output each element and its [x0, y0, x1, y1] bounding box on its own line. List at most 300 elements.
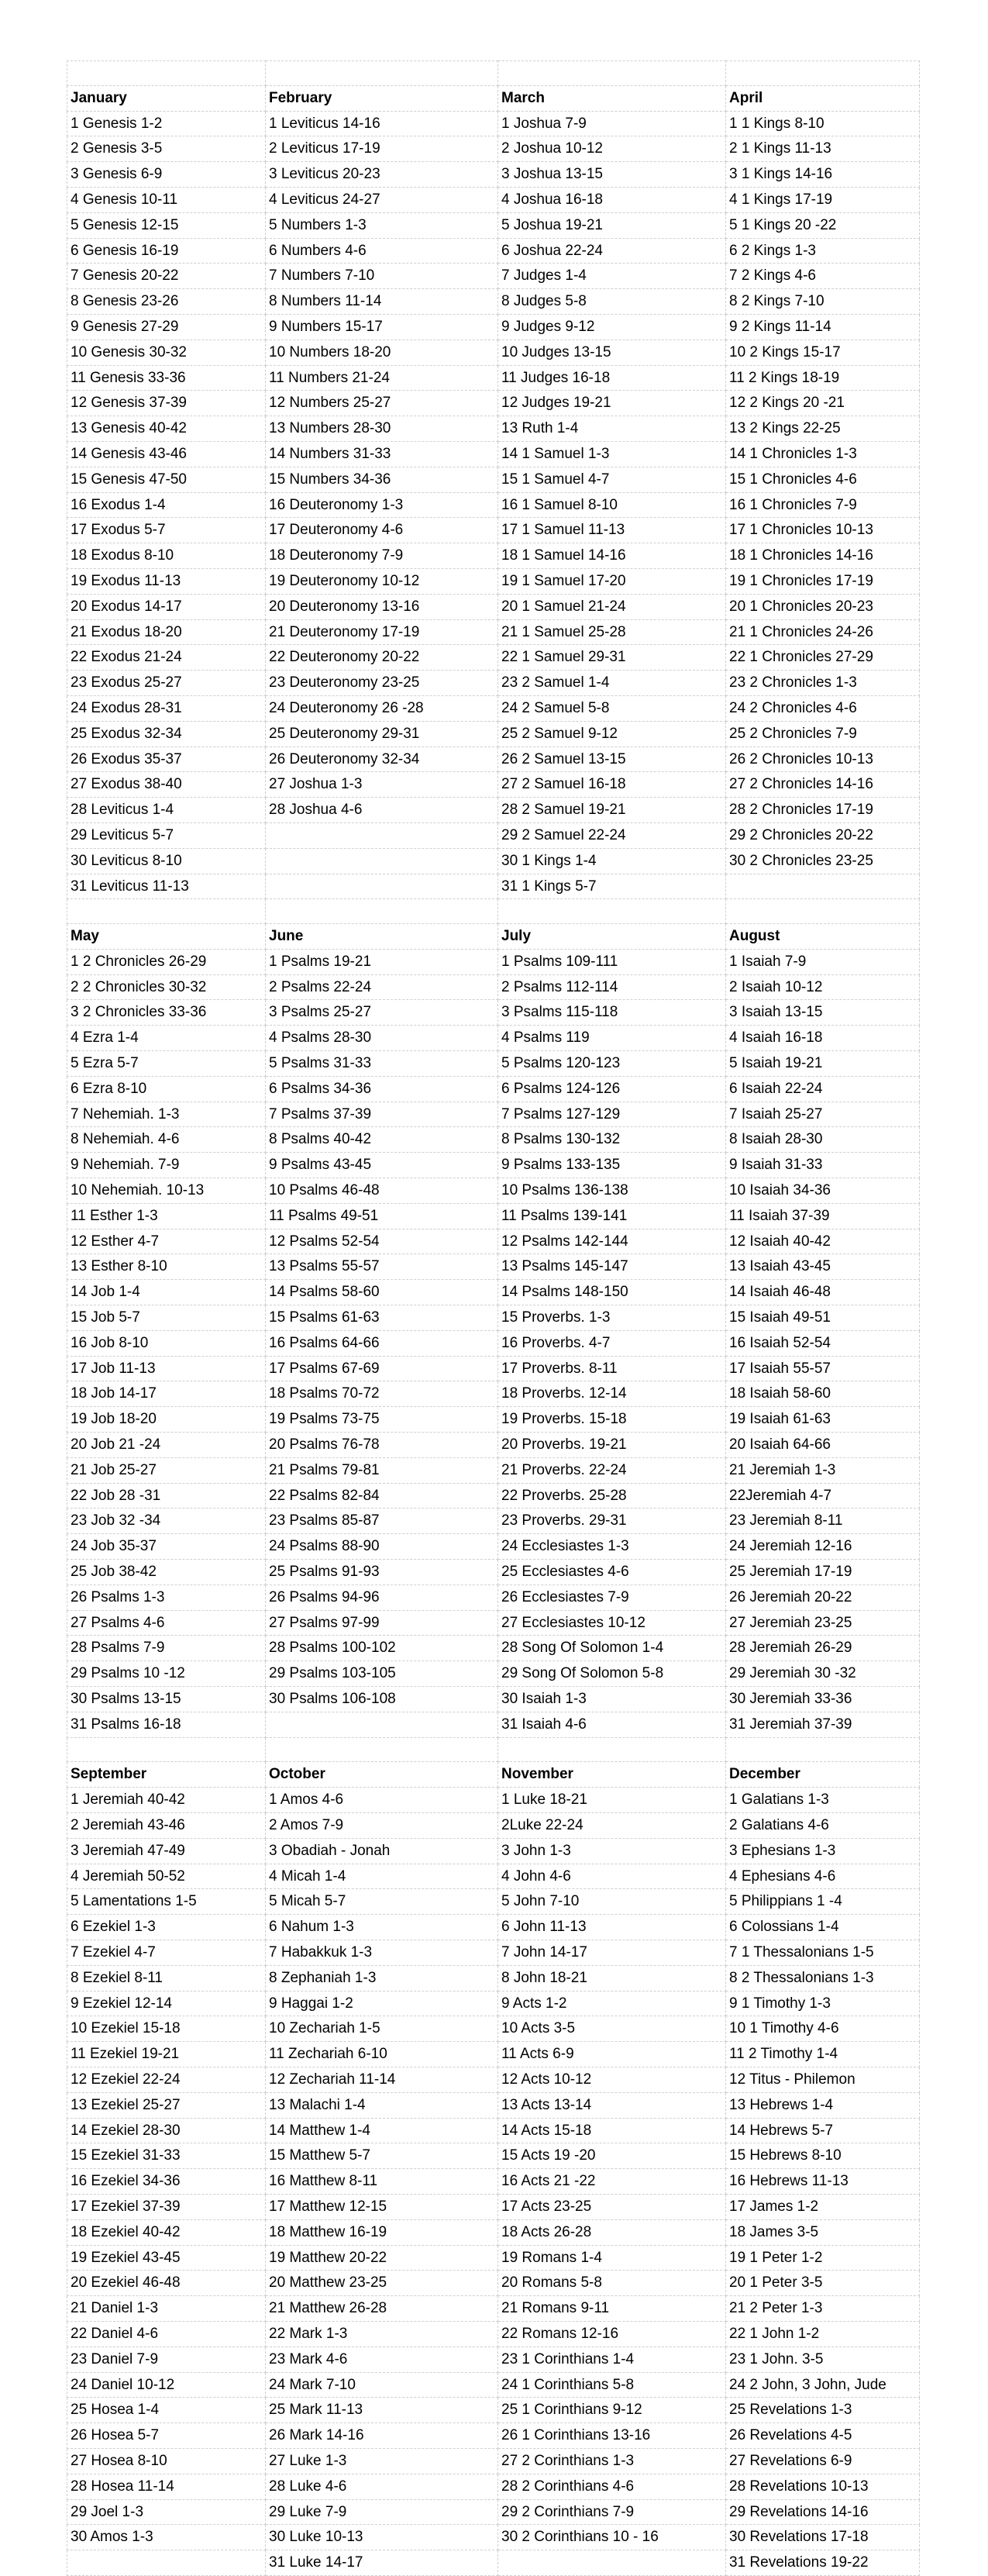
- reading-cell-july: 3 Psalms 115-118: [498, 1000, 726, 1026]
- month-header-september: September: [67, 1762, 266, 1788]
- reading-cell-august: 24 Jeremiah 12-16: [726, 1534, 920, 1560]
- reading-cell-april: 19 1 Chronicles 17-19: [726, 568, 920, 594]
- reading-cell-december: 3 Ephesians 1-3: [726, 1838, 920, 1864]
- reading-cell-february: 10 Numbers 18-20: [266, 340, 498, 365]
- reading-cell-september: 20 Ezekiel 46-48: [67, 2271, 266, 2296]
- reading-cell-may: 28 Psalms 7-9: [67, 1636, 266, 1661]
- reading-cell-july: 18 Proverbs. 12-14: [498, 1381, 726, 1407]
- table-row: [67, 1940, 920, 1965]
- reading-cell-december: 1 Galatians 1-3: [726, 1788, 920, 1813]
- reading-cell-december: 8 2 Thessalonians 1-3: [726, 1965, 920, 1991]
- reading-cell-may: 15 Job 5-7: [67, 1305, 266, 1331]
- reading-cell-november: 13 Acts 13-14: [498, 2092, 726, 2118]
- reading-cell-march: 25 2 Samuel 9-12: [498, 721, 726, 747]
- table-row: [67, 949, 920, 974]
- reading-cell-october: 24 Mark 7-10: [266, 2372, 498, 2398]
- reading-cell-october: 18 Matthew 16-19: [266, 2219, 498, 2245]
- reading-cell-july: 21 Proverbs. 22-24: [498, 1457, 726, 1483]
- reading-cell-november: 14 Acts 15-18: [498, 2118, 726, 2143]
- reading-cell-march: 6 Joshua 22-24: [498, 238, 726, 264]
- table-row: [67, 1330, 920, 1356]
- table-row: [67, 2067, 920, 2092]
- reading-cell-june: 16 Psalms 64-66: [266, 1330, 498, 1356]
- reading-cell-july: 24 Ecclesiastes 1-3: [498, 1534, 726, 1560]
- reading-cell-december: 9 1 Timothy 1-3: [726, 1991, 920, 2016]
- empty-cell: [67, 899, 266, 924]
- reading-cell-april: 17 1 Chronicles 10-13: [726, 518, 920, 543]
- reading-cell-march: 3 Joshua 13-15: [498, 162, 726, 188]
- reading-cell-june: 2 Psalms 22-24: [266, 974, 498, 1000]
- reading-cell-may: 17 Job 11-13: [67, 1356, 266, 1381]
- reading-cell-april: 24 2 Chronicles 4-6: [726, 695, 920, 721]
- reading-cell-july: 10 Psalms 136-138: [498, 1178, 726, 1204]
- reading-cell-june: 19 Psalms 73-75: [266, 1407, 498, 1433]
- reading-cell-july: 28 Song Of Solomon 1-4: [498, 1636, 726, 1661]
- reading-cell-january: 14 Genesis 43-46: [67, 441, 266, 467]
- table-row: [67, 1915, 920, 1940]
- reading-cell-april: 15 1 Chronicles 4-6: [726, 467, 920, 492]
- reading-cell-may: 7 Nehemiah. 1-3: [67, 1102, 266, 1127]
- table-row: [67, 619, 920, 645]
- table-row: [67, 543, 920, 569]
- reading-cell-july: 8 Psalms 130-132: [498, 1127, 726, 1153]
- reading-cell-september: 11 Ezekiel 19-21: [67, 2042, 266, 2067]
- reading-cell-may: 29 Psalms 10 -12: [67, 1661, 266, 1687]
- table-row: [67, 416, 920, 442]
- reading-cell-march: 22 1 Samuel 29-31: [498, 645, 726, 671]
- reading-cell-november: 23 1 Corinthians 1-4: [498, 2347, 726, 2372]
- empty-cell: [266, 848, 498, 874]
- reading-cell-may: 3 2 Chronicles 33-36: [67, 1000, 266, 1026]
- reading-cell-november: 4 John 4-6: [498, 1864, 726, 1889]
- table-row: [67, 264, 920, 289]
- reading-cell-august: 2 Isaiah 10-12: [726, 974, 920, 1000]
- empty-cell: [726, 899, 920, 924]
- month-header-april: April: [726, 85, 920, 111]
- reading-cell-january: 12 Genesis 37-39: [67, 391, 266, 416]
- reading-cell-december: 29 Revelations 14-16: [726, 2499, 920, 2525]
- table-row: [67, 1153, 920, 1178]
- reading-cell-july: 29 Song Of Solomon 5-8: [498, 1661, 726, 1687]
- reading-cell-november: 17 Acts 23-25: [498, 2194, 726, 2219]
- reading-cell-april: 21 1 Chronicles 24-26: [726, 619, 920, 645]
- table-row: [67, 798, 920, 823]
- reading-cell-november: 16 Acts 21 -22: [498, 2169, 726, 2195]
- reading-cell-march: 15 1 Samuel 4-7: [498, 467, 726, 492]
- reading-cell-june: 17 Psalms 67-69: [266, 1356, 498, 1381]
- reading-cell-august: 21 Jeremiah 1-3: [726, 1457, 920, 1483]
- reading-cell-october: 6 Nahum 1-3: [266, 1915, 498, 1940]
- reading-cell-november: 7 John 14-17: [498, 1940, 726, 1965]
- month-header-may: May: [67, 924, 266, 950]
- empty-cell: [726, 61, 920, 86]
- reading-cell-april: 6 2 Kings 1-3: [726, 238, 920, 264]
- table-row: [67, 2525, 920, 2550]
- reading-cell-january: 20 Exodus 14-17: [67, 594, 266, 619]
- reading-cell-february: 14 Numbers 31-33: [266, 441, 498, 467]
- reading-cell-april: 18 1 Chronicles 14-16: [726, 543, 920, 569]
- reading-cell-february: 7 Numbers 7-10: [266, 264, 498, 289]
- table-row: [67, 111, 920, 136]
- reading-cell-march: 17 1 Samuel 11-13: [498, 518, 726, 543]
- empty-cell: [266, 1737, 498, 1762]
- reading-cell-october: 25 Mark 11-13: [266, 2398, 498, 2423]
- reading-cell-march: 24 2 Samuel 5-8: [498, 695, 726, 721]
- reading-cell-november: 30 2 Corinthians 10 - 16: [498, 2525, 726, 2550]
- table-row: [67, 2042, 920, 2067]
- reading-cell-september: 1 Jeremiah 40-42: [67, 1788, 266, 1813]
- reading-cell-april: 20 1 Chronicles 20-23: [726, 594, 920, 619]
- reading-cell-march: 28 2 Samuel 19-21: [498, 798, 726, 823]
- reading-cell-november: 21 Romans 9-11: [498, 2296, 726, 2322]
- reading-cell-april: 13 2 Kings 22-25: [726, 416, 920, 442]
- table-row: [67, 1687, 920, 1712]
- reading-cell-july: 1 Psalms 109-111: [498, 949, 726, 974]
- reading-cell-february: 1 Leviticus 14-16: [266, 111, 498, 136]
- reading-cell-june: 27 Psalms 97-99: [266, 1610, 498, 1636]
- reading-cell-may: 16 Job 8-10: [67, 1330, 266, 1356]
- reading-cell-may: 6 Ezra 8-10: [67, 1076, 266, 1102]
- reading-cell-june: 20 Psalms 76-78: [266, 1433, 498, 1458]
- table-row: [67, 2398, 920, 2423]
- reading-cell-april: 7 2 Kings 4-6: [726, 264, 920, 289]
- reading-cell-december: 25 Revelations 1-3: [726, 2398, 920, 2423]
- table-row: [67, 2245, 920, 2271]
- reading-cell-february: 21 Deuteronomy 17-19: [266, 619, 498, 645]
- empty-cell: [498, 61, 726, 86]
- reading-cell-june: 23 Psalms 85-87: [266, 1509, 498, 1534]
- table-row: [67, 1636, 920, 1661]
- reading-cell-may: 20 Job 21 -24: [67, 1433, 266, 1458]
- reading-cell-january: 6 Genesis 16-19: [67, 238, 266, 264]
- spacer-row: [67, 899, 920, 924]
- reading-cell-august: 3 Isaiah 13-15: [726, 1000, 920, 1026]
- reading-cell-june: 22 Psalms 82-84: [266, 1483, 498, 1509]
- reading-cell-september: 3 Jeremiah 47-49: [67, 1838, 266, 1864]
- reading-cell-march: 16 1 Samuel 8-10: [498, 492, 726, 518]
- reading-cell-november: 26 1 Corinthians 13-16: [498, 2423, 726, 2449]
- table-row: [67, 1483, 920, 1509]
- reading-cell-march: 9 Judges 9-12: [498, 314, 726, 340]
- table-row: [67, 212, 920, 238]
- reading-cell-september: 2 Jeremiah 43-46: [67, 1812, 266, 1838]
- table-row: [67, 1534, 920, 1560]
- reading-cell-september: 7 Ezekiel 4-7: [67, 1940, 266, 1965]
- reading-cell-october: 31 Luke 14-17: [266, 2550, 498, 2576]
- table-row: [67, 1812, 920, 1838]
- table-row: [67, 492, 920, 518]
- reading-cell-january: 7 Genesis 20-22: [67, 264, 266, 289]
- table-row: [67, 568, 920, 594]
- reading-cell-september: 14 Ezekiel 28-30: [67, 2118, 266, 2143]
- reading-cell-november: 29 2 Corinthians 7-9: [498, 2499, 726, 2525]
- reading-cell-september: 26 Hosea 5-7: [67, 2423, 266, 2449]
- month-header-october: October: [266, 1762, 498, 1788]
- reading-cell-december: 28 Revelations 10-13: [726, 2474, 920, 2499]
- empty-cell: [498, 2550, 726, 2576]
- table-row: [67, 2143, 920, 2169]
- reading-cell-february: 2 Leviticus 17-19: [266, 136, 498, 162]
- reading-cell-december: 5 Philippians 1 -4: [726, 1889, 920, 1915]
- reading-cell-march: 23 2 Samuel 1-4: [498, 671, 726, 696]
- reading-cell-january: 16 Exodus 1-4: [67, 492, 266, 518]
- reading-cell-october: 23 Mark 4-6: [266, 2347, 498, 2372]
- reading-cell-october: 1 Amos 4-6: [266, 1788, 498, 1813]
- table-row: [67, 391, 920, 416]
- table-row: [67, 848, 920, 874]
- reading-cell-june: 1 Psalms 19-21: [266, 949, 498, 974]
- reading-cell-november: 3 John 1-3: [498, 1838, 726, 1864]
- reading-cell-july: 7 Psalms 127-129: [498, 1102, 726, 1127]
- reading-cell-january: 9 Genesis 27-29: [67, 314, 266, 340]
- table-row: [67, 289, 920, 315]
- reading-cell-january: 31 Leviticus 11-13: [67, 874, 266, 899]
- reading-cell-may: 25 Job 38-42: [67, 1560, 266, 1585]
- reading-cell-december: 14 Hebrews 5-7: [726, 2118, 920, 2143]
- table-row: [67, 187, 920, 212]
- table-row: [67, 1560, 920, 1585]
- reading-cell-august: 28 Jeremiah 26-29: [726, 1636, 920, 1661]
- reading-cell-march: 2 Joshua 10-12: [498, 136, 726, 162]
- reading-cell-september: 6 Ezekiel 1-3: [67, 1915, 266, 1940]
- table-row: [67, 1965, 920, 1991]
- reading-cell-january: 29 Leviticus 5-7: [67, 822, 266, 848]
- reading-cell-december: 18 James 3-5: [726, 2219, 920, 2245]
- table-row: [67, 518, 920, 543]
- reading-cell-march: 13 Ruth 1-4: [498, 416, 726, 442]
- table-row: [67, 1051, 920, 1077]
- reading-cell-april: 5 1 Kings 20 -22: [726, 212, 920, 238]
- reading-cell-may: 11 Esther 1-3: [67, 1203, 266, 1229]
- reading-cell-august: 6 Isaiah 22-24: [726, 1076, 920, 1102]
- empty-cell: [498, 899, 726, 924]
- reading-cell-august: 31 Jeremiah 37-39: [726, 1712, 920, 1737]
- reading-cell-january: 26 Exodus 35-37: [67, 747, 266, 772]
- table-row: [67, 162, 920, 188]
- reading-cell-june: 29 Psalms 103-105: [266, 1661, 498, 1687]
- reading-cell-january: 19 Exodus 11-13: [67, 568, 266, 594]
- reading-cell-january: 23 Exodus 25-27: [67, 671, 266, 696]
- table-row: [67, 2372, 920, 2398]
- table-row: [67, 594, 920, 619]
- table-row: [67, 1610, 920, 1636]
- month-header-june: June: [266, 924, 498, 950]
- reading-cell-may: 13 Esther 8-10: [67, 1254, 266, 1280]
- table-row: [67, 2092, 920, 2118]
- reading-cell-september: 25 Hosea 1-4: [67, 2398, 266, 2423]
- reading-cell-september: 13 Ezekiel 25-27: [67, 2092, 266, 2118]
- reading-cell-april: 11 2 Kings 18-19: [726, 365, 920, 391]
- reading-cell-january: 17 Exodus 5-7: [67, 518, 266, 543]
- reading-cell-november: 10 Acts 3-5: [498, 2016, 726, 2042]
- reading-cell-november: 1 Luke 18-21: [498, 1788, 726, 1813]
- reading-cell-april: 23 2 Chronicles 1-3: [726, 671, 920, 696]
- reading-cell-february: 3 Leviticus 20-23: [266, 162, 498, 188]
- reading-cell-january: 13 Genesis 40-42: [67, 416, 266, 442]
- reading-cell-february: 13 Numbers 28-30: [266, 416, 498, 442]
- reading-cell-july: 9 Psalms 133-135: [498, 1153, 726, 1178]
- reading-cell-october: 19 Matthew 20-22: [266, 2245, 498, 2271]
- reading-cell-june: 18 Psalms 70-72: [266, 1381, 498, 1407]
- reading-cell-august: 15 Isaiah 49-51: [726, 1305, 920, 1331]
- reading-cell-december: 19 1 Peter 1-2: [726, 2245, 920, 2271]
- empty-cell: [726, 874, 920, 899]
- table-row: [67, 1026, 920, 1051]
- reading-cell-october: 11 Zechariah 6-10: [266, 2042, 498, 2067]
- reading-cell-april: 3 1 Kings 14-16: [726, 162, 920, 188]
- reading-cell-june: 10 Psalms 46-48: [266, 1178, 498, 1204]
- reading-cell-december: 24 2 John, 3 John, Jude: [726, 2372, 920, 2398]
- month-header-december: December: [726, 1762, 920, 1788]
- reading-cell-april: 28 2 Chronicles 17-19: [726, 798, 920, 823]
- reading-cell-september: 19 Ezekiel 43-45: [67, 2245, 266, 2271]
- reading-cell-september: 15 Ezekiel 31-33: [67, 2143, 266, 2169]
- reading-cell-september: 12 Ezekiel 22-24: [67, 2067, 266, 2092]
- reading-cell-august: 20 Isaiah 64-66: [726, 1433, 920, 1458]
- reading-cell-march: 8 Judges 5-8: [498, 289, 726, 315]
- reading-cell-november: 25 1 Corinthians 9-12: [498, 2398, 726, 2423]
- table-row: [67, 1585, 920, 1610]
- reading-cell-march: 29 2 Samuel 22-24: [498, 822, 726, 848]
- table-row: [67, 2474, 920, 2499]
- reading-cell-november: 19 Romans 1-4: [498, 2245, 726, 2271]
- reading-cell-october: 28 Luke 4-6: [266, 2474, 498, 2499]
- reading-cell-april: 1 1 Kings 8-10: [726, 111, 920, 136]
- reading-cell-august: 18 Isaiah 58-60: [726, 1381, 920, 1407]
- reading-cell-october: 22 Mark 1-3: [266, 2321, 498, 2347]
- reading-cell-february: 19 Deuteronomy 10-12: [266, 568, 498, 594]
- reading-plan-body: [67, 61, 920, 2576]
- table-row: [67, 1254, 920, 1280]
- reading-cell-april: 10 2 Kings 15-17: [726, 340, 920, 365]
- reading-cell-december: 26 Revelations 4-5: [726, 2423, 920, 2449]
- reading-cell-june: 6 Psalms 34-36: [266, 1076, 498, 1102]
- table-row: [67, 1991, 920, 2016]
- reading-cell-may: 30 Psalms 13-15: [67, 1687, 266, 1712]
- table-row: [67, 314, 920, 340]
- reading-plan-sheet: [67, 60, 919, 2576]
- reading-cell-october: 21 Matthew 26-28: [266, 2296, 498, 2322]
- table-row: [67, 238, 920, 264]
- reading-cell-may: 8 Nehemiah. 4-6: [67, 1127, 266, 1153]
- reading-cell-january: 5 Genesis 12-15: [67, 212, 266, 238]
- reading-cell-september: 9 Ezekiel 12-14: [67, 1991, 266, 2016]
- table-row: [67, 721, 920, 747]
- table-row: [67, 1889, 920, 1915]
- table-row: [67, 1229, 920, 1254]
- reading-cell-march: 18 1 Samuel 14-16: [498, 543, 726, 569]
- reading-cell-august: 11 Isaiah 37-39: [726, 1203, 920, 1229]
- reading-cell-october: 15 Matthew 5-7: [266, 2143, 498, 2169]
- reading-cell-february: 18 Deuteronomy 7-9: [266, 543, 498, 569]
- reading-cell-january: 2 Genesis 3-5: [67, 136, 266, 162]
- reading-cell-december: 10 1 Timothy 4-6: [726, 2016, 920, 2042]
- reading-cell-may: 4 Ezra 1-4: [67, 1026, 266, 1051]
- table-row: [67, 822, 920, 848]
- reading-cell-december: 6 Colossians 1-4: [726, 1915, 920, 1940]
- table-row: [67, 1000, 920, 1026]
- reading-cell-december: 2 Galatians 4-6: [726, 1812, 920, 1838]
- reading-cell-may: 12 Esther 4-7: [67, 1229, 266, 1254]
- reading-cell-may: 22 Job 28 -31: [67, 1483, 266, 1509]
- reading-cell-december: 13 Hebrews 1-4: [726, 2092, 920, 2118]
- reading-cell-november: 15 Acts 19 -20: [498, 2143, 726, 2169]
- reading-cell-july: 5 Psalms 120-123: [498, 1051, 726, 1077]
- reading-cell-august: 17 Isaiah 55-57: [726, 1356, 920, 1381]
- table-row: [67, 1457, 920, 1483]
- reading-cell-january: 10 Genesis 30-32: [67, 340, 266, 365]
- reading-cell-july: 4 Psalms 119: [498, 1026, 726, 1051]
- month-header-january: January: [67, 85, 266, 111]
- table-row: [67, 1407, 920, 1433]
- reading-cell-october: 2 Amos 7-9: [266, 1812, 498, 1838]
- reading-cell-october: 27 Luke 1-3: [266, 2448, 498, 2474]
- reading-cell-june: 13 Psalms 55-57: [266, 1254, 498, 1280]
- reading-cell-december: 21 2 Peter 1-3: [726, 2296, 920, 2322]
- reading-cell-june: 5 Psalms 31-33: [266, 1051, 498, 1077]
- reading-cell-april: 2 1 Kings 11-13: [726, 136, 920, 162]
- table-row: [67, 2194, 920, 2219]
- table-row: [67, 671, 920, 696]
- reading-cell-february: 5 Numbers 1-3: [266, 212, 498, 238]
- reading-cell-september: 5 Lamentations 1-5: [67, 1889, 266, 1915]
- table-row: [67, 1178, 920, 1204]
- reading-cell-september: 22 Daniel 4-6: [67, 2321, 266, 2347]
- table-row: [67, 2271, 920, 2296]
- table-row: [67, 2448, 920, 2474]
- table-row: [67, 2321, 920, 2347]
- reading-cell-january: 11 Genesis 33-36: [67, 365, 266, 391]
- reading-cell-july: 27 Ecclesiastes 10-12: [498, 1610, 726, 1636]
- reading-cell-december: 17 James 1-2: [726, 2194, 920, 2219]
- reading-cell-march: 12 Judges 19-21: [498, 391, 726, 416]
- reading-cell-january: 27 Exodus 38-40: [67, 772, 266, 798]
- reading-cell-october: 30 Luke 10-13: [266, 2525, 498, 2550]
- reading-cell-may: 18 Job 14-17: [67, 1381, 266, 1407]
- table-row: [67, 1280, 920, 1305]
- reading-cell-july: 23 Proverbs. 29-31: [498, 1509, 726, 1534]
- reading-cell-may: 9 Nehemiah. 7-9: [67, 1153, 266, 1178]
- reading-cell-december: 23 1 John. 3-5: [726, 2347, 920, 2372]
- reading-cell-april: 4 1 Kings 17-19: [726, 187, 920, 212]
- reading-cell-april: 8 2 Kings 7-10: [726, 289, 920, 315]
- reading-cell-may: 10 Nehemiah. 10-13: [67, 1178, 266, 1204]
- table-row: [67, 2550, 920, 2576]
- reading-cell-may: 23 Job 32 -34: [67, 1509, 266, 1534]
- reading-cell-may: 5 Ezra 5-7: [67, 1051, 266, 1077]
- reading-cell-october: 5 Micah 5-7: [266, 1889, 498, 1915]
- reading-cell-november: 18 Acts 26-28: [498, 2219, 726, 2245]
- reading-cell-february: 26 Deuteronomy 32-34: [266, 747, 498, 772]
- reading-cell-october: 17 Matthew 12-15: [266, 2194, 498, 2219]
- reading-cell-july: 17 Proverbs. 8-11: [498, 1356, 726, 1381]
- reading-cell-april: 29 2 Chronicles 20-22: [726, 822, 920, 848]
- reading-cell-march: 30 1 Kings 1-4: [498, 848, 726, 874]
- reading-cell-august: 8 Isaiah 28-30: [726, 1127, 920, 1153]
- empty-cell: [726, 1737, 920, 1762]
- reading-cell-november: 28 2 Corinthians 4-6: [498, 2474, 726, 2499]
- empty-cell: [266, 61, 498, 86]
- reading-cell-may: 26 Psalms 1-3: [67, 1585, 266, 1610]
- reading-cell-april: 30 2 Chronicles 23-25: [726, 848, 920, 874]
- reading-cell-august: 9 Isaiah 31-33: [726, 1153, 920, 1178]
- reading-cell-july: 16 Proverbs. 4-7: [498, 1330, 726, 1356]
- reading-cell-september: 8 Ezekiel 8-11: [67, 1965, 266, 1991]
- reading-cell-july: 2 Psalms 112-114: [498, 974, 726, 1000]
- reading-cell-september: 29 Joel 1-3: [67, 2499, 266, 2525]
- reading-cell-may: 14 Job 1-4: [67, 1280, 266, 1305]
- reading-cell-august: 27 Jeremiah 23-25: [726, 1610, 920, 1636]
